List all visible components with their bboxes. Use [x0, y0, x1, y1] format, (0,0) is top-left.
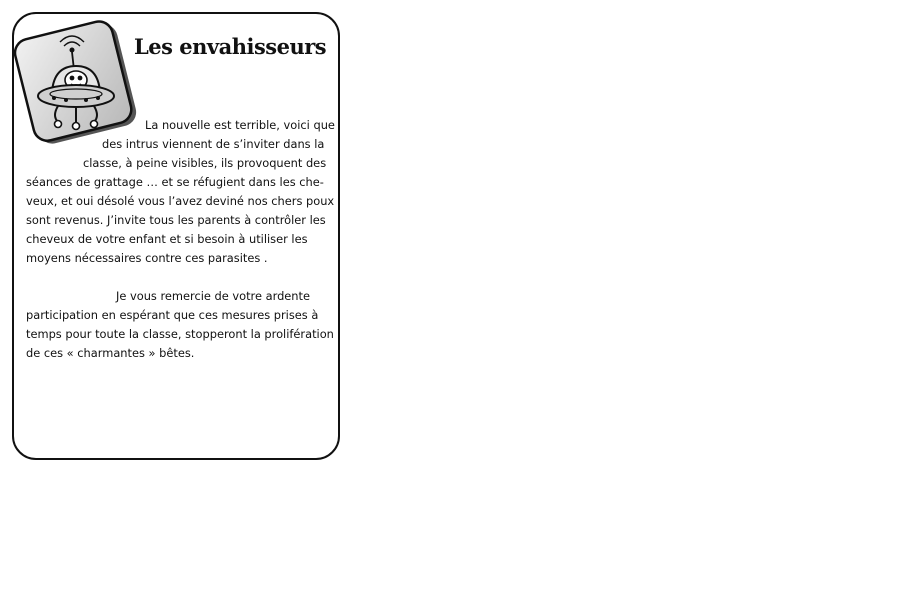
text-line: veux, et oui désolé vous l’avez deviné nos chers poux [26, 194, 335, 208]
paragraph-thanks [0, 287, 334, 363]
text-line: moyens nécessaires contre ces parasites . [26, 251, 268, 265]
text-line: de ces « charmantes » bêtes. [26, 346, 195, 360]
text-line: des intrus viennent de s’inviter dans la [102, 137, 325, 151]
text-line: sont revenus. J’invite tous les parents à contrôler les [26, 213, 326, 227]
text-line: classe, à peine visibles, ils provoquent des [83, 156, 327, 170]
text-line: La nouvelle est terrible, voici que [145, 118, 335, 132]
text-line: participation en espérant que ces mesures prises à [26, 308, 319, 322]
text-line: temps pour toute la classe, stopperont la prolifération [26, 327, 334, 341]
text-line: Je vous remercie de votre ardente [116, 289, 310, 303]
text-line: cheveux de votre enfant et si besoin à utiliser les [26, 232, 308, 246]
page-title: Les envahisseurs [134, 34, 327, 59]
text-line: séances de grattage … et se réfugient dans les che- [26, 175, 324, 189]
paragraph-intro [0, 116, 335, 268]
